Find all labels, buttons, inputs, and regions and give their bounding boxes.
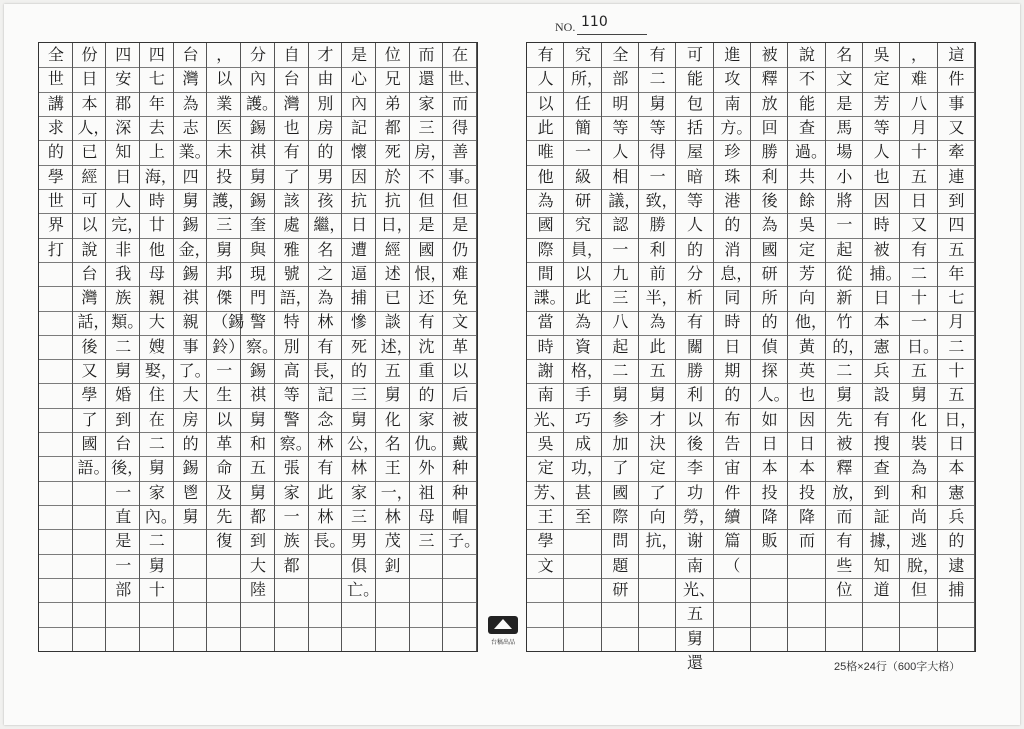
page-number-label: NO. (555, 20, 576, 34)
column-text: 進攻南方。珍珠港的消息，同時日期的布告宙件續篇（ (720, 45, 753, 575)
column-text: 分內護。錫祺舅錫奎與現門警察。錫祺舅和五舅都到大陸 (246, 45, 279, 599)
column-text: 全世講求的學世界打 (47, 45, 64, 259)
column-text: ，以業医未投護，三舅邦傑（錫鈴）一生以革命及先復 (212, 45, 245, 551)
column-text: 吳定芳等人也因時被捕。日本憲兵設有搜查到証據，知道 (869, 45, 902, 599)
column-text: 四七年去上海，時廿他母親大嫂娶，住在二舅家內。二舅十 (144, 45, 177, 599)
publisher-logo (485, 616, 521, 646)
column-text: 是心內記懷因抗日遭逼捕慘死的三舅公，林家三男俱亡。 (347, 45, 380, 599)
column-text: 這件事又牽連到四五年七月二十五日，日本憲兵的逮捕 (944, 45, 977, 599)
column-text: 在世、而得善事。但是仍难免文革以后被戴种种帽子。 (448, 45, 481, 551)
column-text: 份日本人，已經可以說台灣話，後又學了國語。 (77, 45, 110, 478)
page-number-value: 110 (581, 14, 608, 30)
column-text: 台灣為志業。四舅錫金，錫祺親事了。大房的錫鬯舅 (178, 45, 211, 526)
left-manuscript-page (38, 42, 481, 652)
column-text: 可能包括屋暗等人的分析有關勝利以後李功勞，谢南光、五舅還 (683, 45, 716, 672)
column-text: ，难八月十五日又有二十一日。五舅化裝為和尚逃脫，但 (907, 45, 940, 599)
page-number-underline (577, 34, 647, 35)
column-text: 四安郡深知日人完，非我族類。二舅婚到台後，一直是一部 (111, 45, 144, 599)
column-text: 名文是馬場小將一起從新竹的，二舅先被釋放，而有些位 (832, 45, 865, 599)
column-text: 位兄弟都死於抗日，經述已談述，五舅化名王一，林茂釗 (380, 45, 413, 575)
column-text: 究所，任簡一級研究員，以此為資格，手巧成功，甚至 (571, 45, 604, 526)
column-text: 全部明等人相議，認一九三八起二舅参加了國際問題研 (608, 45, 641, 599)
column-text: 而還家三房，不但是國恨，还有沈重的家仇。外祖母三 (414, 45, 447, 551)
column-text: 有二舅等得一致，勝利前半，為此五舅才決定了向抗， (645, 45, 678, 551)
manuscript-sheet (4, 4, 1020, 725)
column-text: 自台灣也有了該處雅號語，特別高等警察。張家一族都 (279, 45, 312, 575)
column-text: 被釋放回勝利後為國研所的偵探人。如日本投降販 (757, 45, 790, 551)
column-text: 有人以此唯他為國際間諜。當時謝南光、吳定芳、王學文 (533, 45, 566, 575)
grid-spec-label: 25格×24行（600字大格） (834, 661, 961, 673)
page-number (555, 14, 647, 35)
mountain-logo-icon (488, 616, 518, 634)
publisher-label: 台稿出品 (490, 639, 515, 646)
column-text: 說不能查過。共餘吳定芳向他，黃英也因日本投降而 (795, 45, 828, 551)
column-text: 才由別房的男孩繼，名之為林有長，記念林有此林長。 (313, 45, 346, 551)
